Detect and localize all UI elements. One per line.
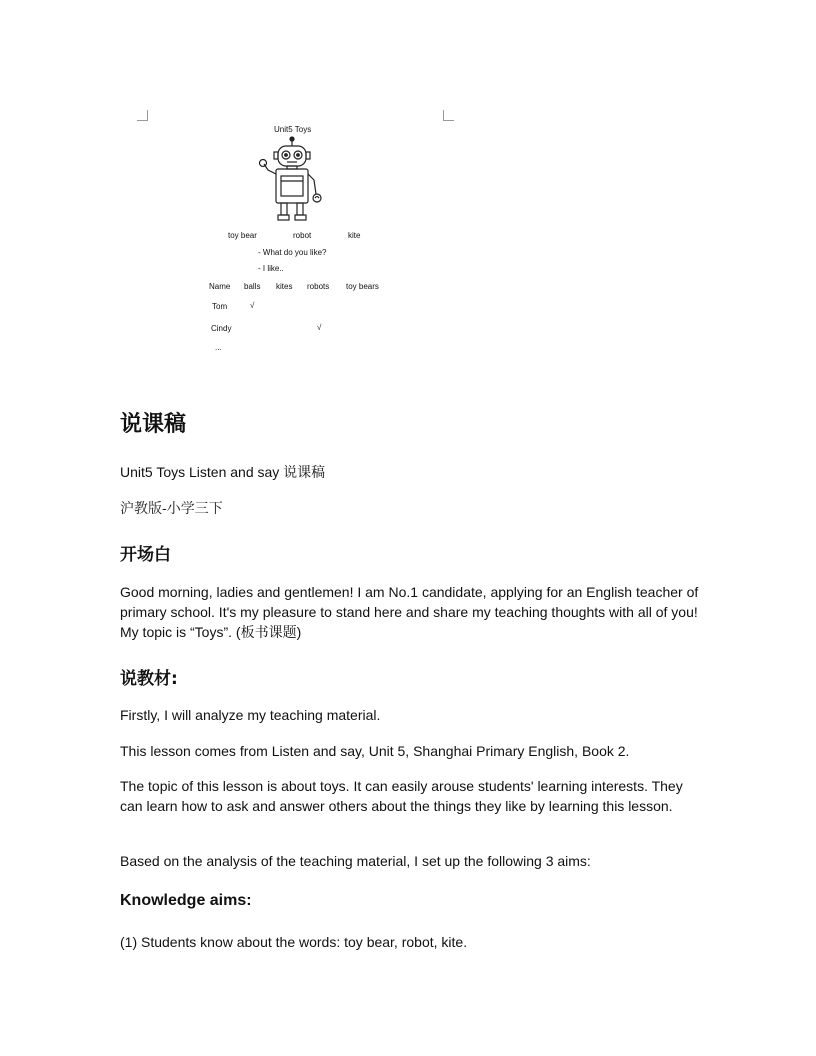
- paragraph-topic: The topic of this lesson is about toys. It can easily arouse students' learning interests. They can learn how to ask and answer others about the things they like by learning this lesson.: [120, 778, 683, 814]
- doc-title: 说课稿: [120, 412, 187, 437]
- doc-subtitle: Unit5 Toys Listen and say 说课稿: [120, 464, 326, 480]
- vocab-robot: robot: [293, 231, 312, 240]
- dialogue-question: - What do you like?: [258, 248, 327, 257]
- section-paragraph-opening: Good morning, ladies and gentlemen! I am No.1 candidate, applying for an English teacher of primary school. It's my pleasure to stand here and share my teaching thoughts with all of you! My topic is “Toys”. (板书课题): [120, 584, 699, 640]
- paragraph-analyze: Firstly, I will analyze my teaching material.: [120, 707, 381, 723]
- figure-title: Unit5 Toys: [274, 125, 312, 134]
- doc-edition: 沪教版-小学三下: [120, 501, 223, 517]
- paragraph-knowledge-aim-1: (1) Students know about the words: toy bear, robot, kite.: [120, 934, 468, 950]
- vocab-toy-bear: toy bear: [228, 231, 257, 240]
- section-heading-opening: 开场白: [120, 545, 171, 565]
- margin-corner-right: [443, 110, 454, 121]
- table-header-balls: balls: [244, 282, 261, 291]
- margin-corner-left: [137, 110, 148, 121]
- paragraph-lesson-source: This lesson comes from Listen and say, Unit 5, Shanghai Primary English, Book 2.: [120, 743, 630, 759]
- table-header-toy-bears: toy bears: [346, 282, 379, 291]
- table-row-check: √: [250, 301, 255, 310]
- table-header-robots: robots: [307, 282, 330, 291]
- table-header-kites: kites: [276, 282, 293, 291]
- dialogue-answer: - I like..: [258, 264, 284, 273]
- section-heading-material: 说教材:: [120, 669, 178, 689]
- paragraph-aims-intro: Based on the analysis of the teaching material, I set up the following 3 aims:: [120, 853, 591, 869]
- table-ellipsis: ...: [215, 343, 222, 352]
- table-row-check: √: [317, 323, 322, 332]
- robot-illustration: [254, 136, 330, 224]
- table-header-name: Name: [209, 282, 231, 291]
- table-row-name: Cindy: [211, 324, 232, 333]
- section-heading-knowledge-aims: Knowledge aims:: [120, 892, 252, 909]
- table-row-name: Tom: [212, 302, 228, 311]
- vocab-kite: kite: [348, 231, 361, 240]
